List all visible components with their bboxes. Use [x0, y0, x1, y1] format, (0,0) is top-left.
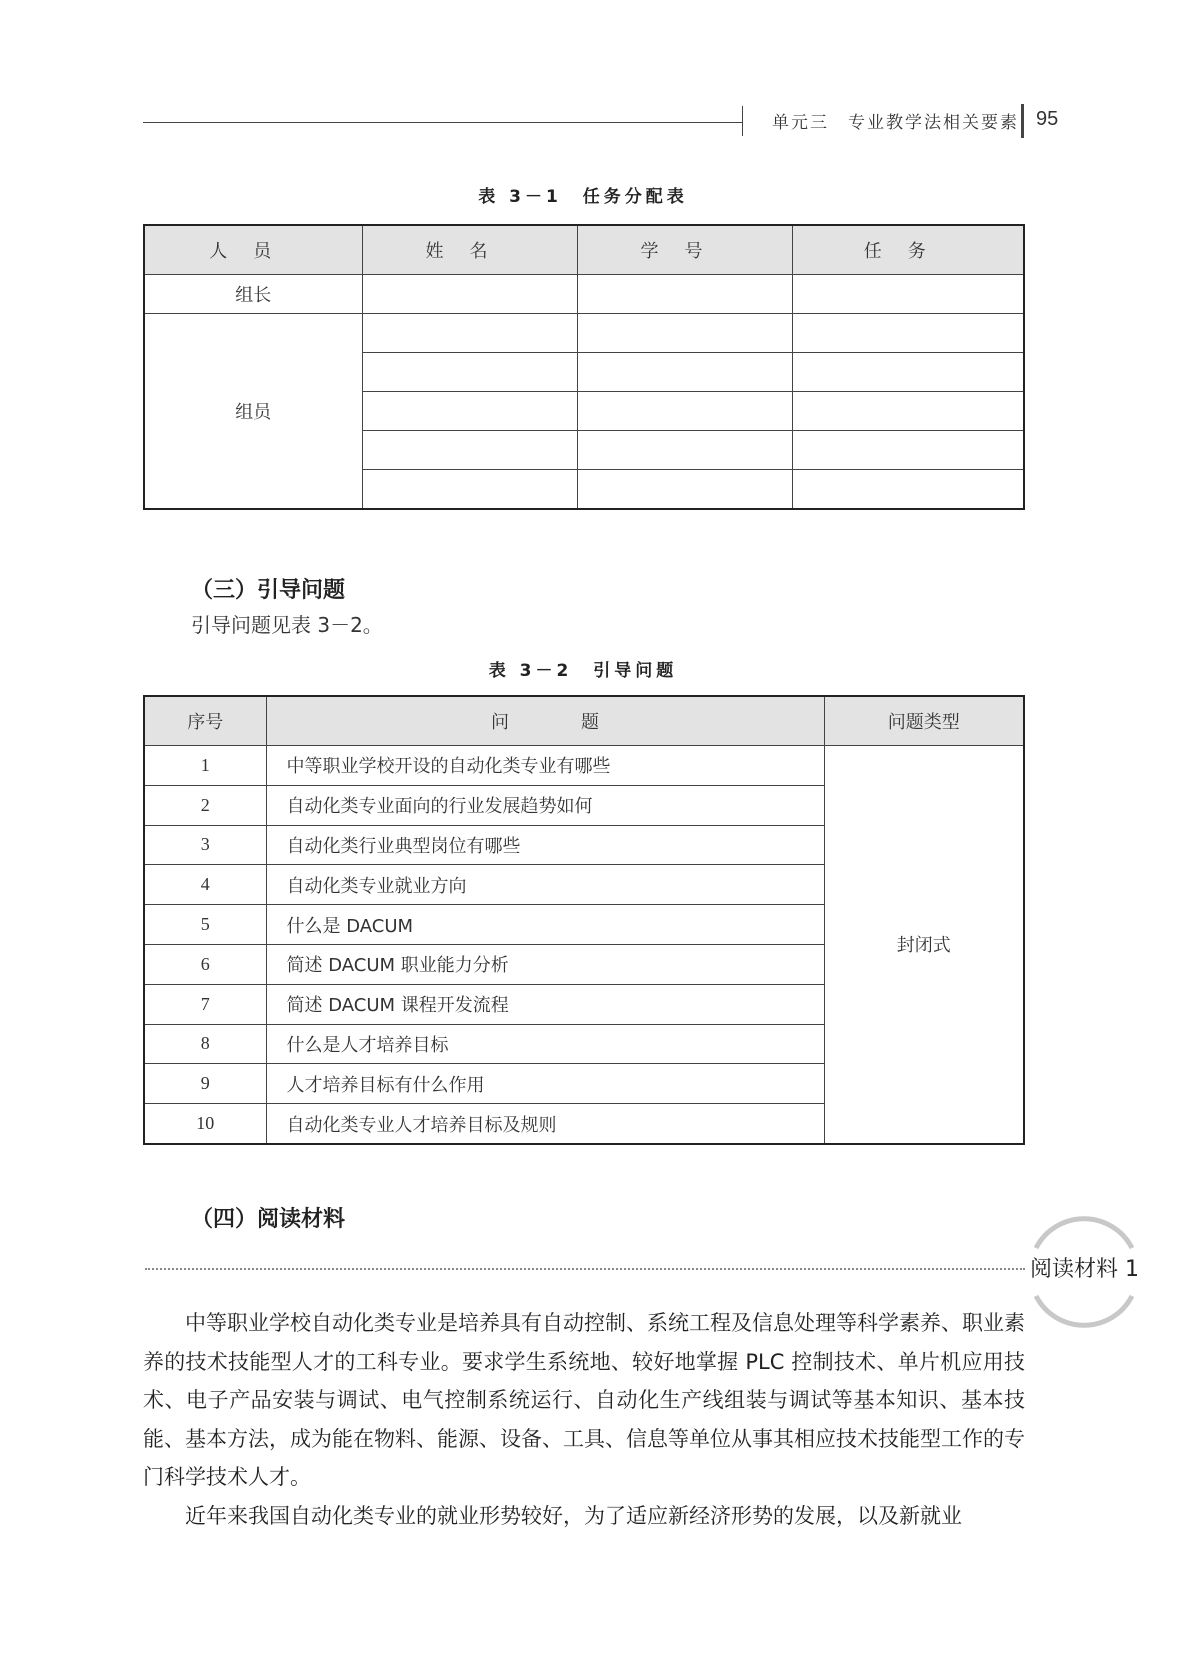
question-text: 自动化类专业就业方向: [266, 865, 824, 905]
table-cell: [362, 392, 577, 431]
row-number: 7: [144, 984, 266, 1024]
question-text: 简述 DACUM 职业能力分析: [266, 944, 824, 984]
table-cell: [577, 431, 792, 470]
table-row: [144, 275, 1024, 314]
table-cell: [362, 275, 577, 314]
table-row: [144, 746, 1024, 786]
table-cell: [792, 314, 1024, 353]
guiding-questions-table: [143, 695, 1025, 1145]
page-number: 95: [1036, 108, 1059, 130]
row-number: 5: [144, 905, 266, 945]
header-tick: [742, 106, 743, 136]
question-text: 中等职业学校开设的自动化类专业有哪些: [266, 746, 824, 786]
table-cell: [792, 470, 1024, 510]
reading-body: [143, 1304, 1025, 1535]
question-text: 什么是人才培养目标: [266, 1024, 824, 1064]
table-header-row: [144, 696, 1024, 746]
table-cell: [362, 431, 577, 470]
question-text: 人才培养目标有什么作用: [266, 1064, 824, 1104]
row-number: 1: [144, 746, 266, 786]
col-header-personnel: 人员: [144, 225, 362, 275]
running-header-title: 单元三 专业教学法相关要素: [772, 113, 1019, 133]
row-number: 4: [144, 865, 266, 905]
reading-material-label: 阅读材料 1: [1030, 1257, 1139, 1282]
col-header-name: 姓名: [362, 225, 577, 275]
row-number: 3: [144, 825, 266, 865]
table-cell: [362, 314, 577, 353]
row-number: 6: [144, 944, 266, 984]
table-cell: [362, 353, 577, 392]
question-text: 自动化类专业面向的行业发展趋势如何: [266, 785, 824, 825]
col-header-question-type: 问题类型: [824, 696, 1024, 746]
leader-label: 组长: [144, 275, 362, 314]
table-cell: [792, 431, 1024, 470]
question-type-value: 封闭式: [824, 746, 1024, 1144]
row-number: 2: [144, 785, 266, 825]
question-text: 自动化类行业典型岗位有哪些: [266, 825, 824, 865]
table-header-row: [144, 225, 1024, 275]
task-assignment-table: [143, 224, 1025, 510]
table-cell: [577, 470, 792, 510]
col-header-question: 问 题: [266, 696, 824, 746]
col-header-student-id: 学号: [577, 225, 792, 275]
table1-caption: 表 3－1 任务分配表: [478, 187, 688, 207]
section3-intro: 引导问题见表 3－2。: [191, 613, 383, 637]
col-header-number: 序号: [144, 696, 266, 746]
table-cell: [792, 353, 1024, 392]
row-number: 9: [144, 1064, 266, 1104]
table2-caption: 表 3－2 引导问题: [488, 661, 678, 681]
table-cell: [577, 314, 792, 353]
question-text: 自动化类专业人才培养目标及规则: [266, 1104, 824, 1144]
table-cell: [577, 353, 792, 392]
table-row: [144, 314, 1024, 353]
col-header-task: 任务: [792, 225, 1024, 275]
member-label: 组员: [144, 314, 362, 510]
table-cell: [792, 392, 1024, 431]
table-cell: [792, 275, 1024, 314]
question-text: 什么是 DACUM: [266, 905, 824, 945]
row-number: 8: [144, 1024, 266, 1064]
header-rule: [143, 122, 743, 123]
paragraph: 中等职业学校自动化类专业是培养具有自动控制、系统工程及信息处理等科学素养、职业素养的技术技能型人才的工科专业。要求学生系统地、较好地掌握 PLC 控制技术、单片机应用技术、电子产品安装与调试、电气控制系统运行、自动化生产线组装与调试等基本知识、基本技能、基本方法，成为能在物料、能源、设备、工具、信息等单位从事其相应技术技能型工作的专门科学技术人才。: [143, 1311, 1025, 1489]
row-number: 10: [144, 1104, 266, 1144]
table-cell: [577, 275, 792, 314]
table-cell: [577, 392, 792, 431]
paragraph: 近年来我国自动化类专业的就业形势较好，为了适应新经济形势的发展，以及新就业: [185, 1503, 962, 1528]
section4-heading: （四）阅读材料: [191, 1207, 346, 1232]
table-cell: [362, 470, 577, 510]
question-text: 简述 DACUM 课程开发流程: [266, 984, 824, 1024]
section3-heading: （三）引导问题: [191, 578, 346, 603]
header-separator: [1021, 104, 1024, 138]
dotted-divider: [145, 1268, 1025, 1270]
